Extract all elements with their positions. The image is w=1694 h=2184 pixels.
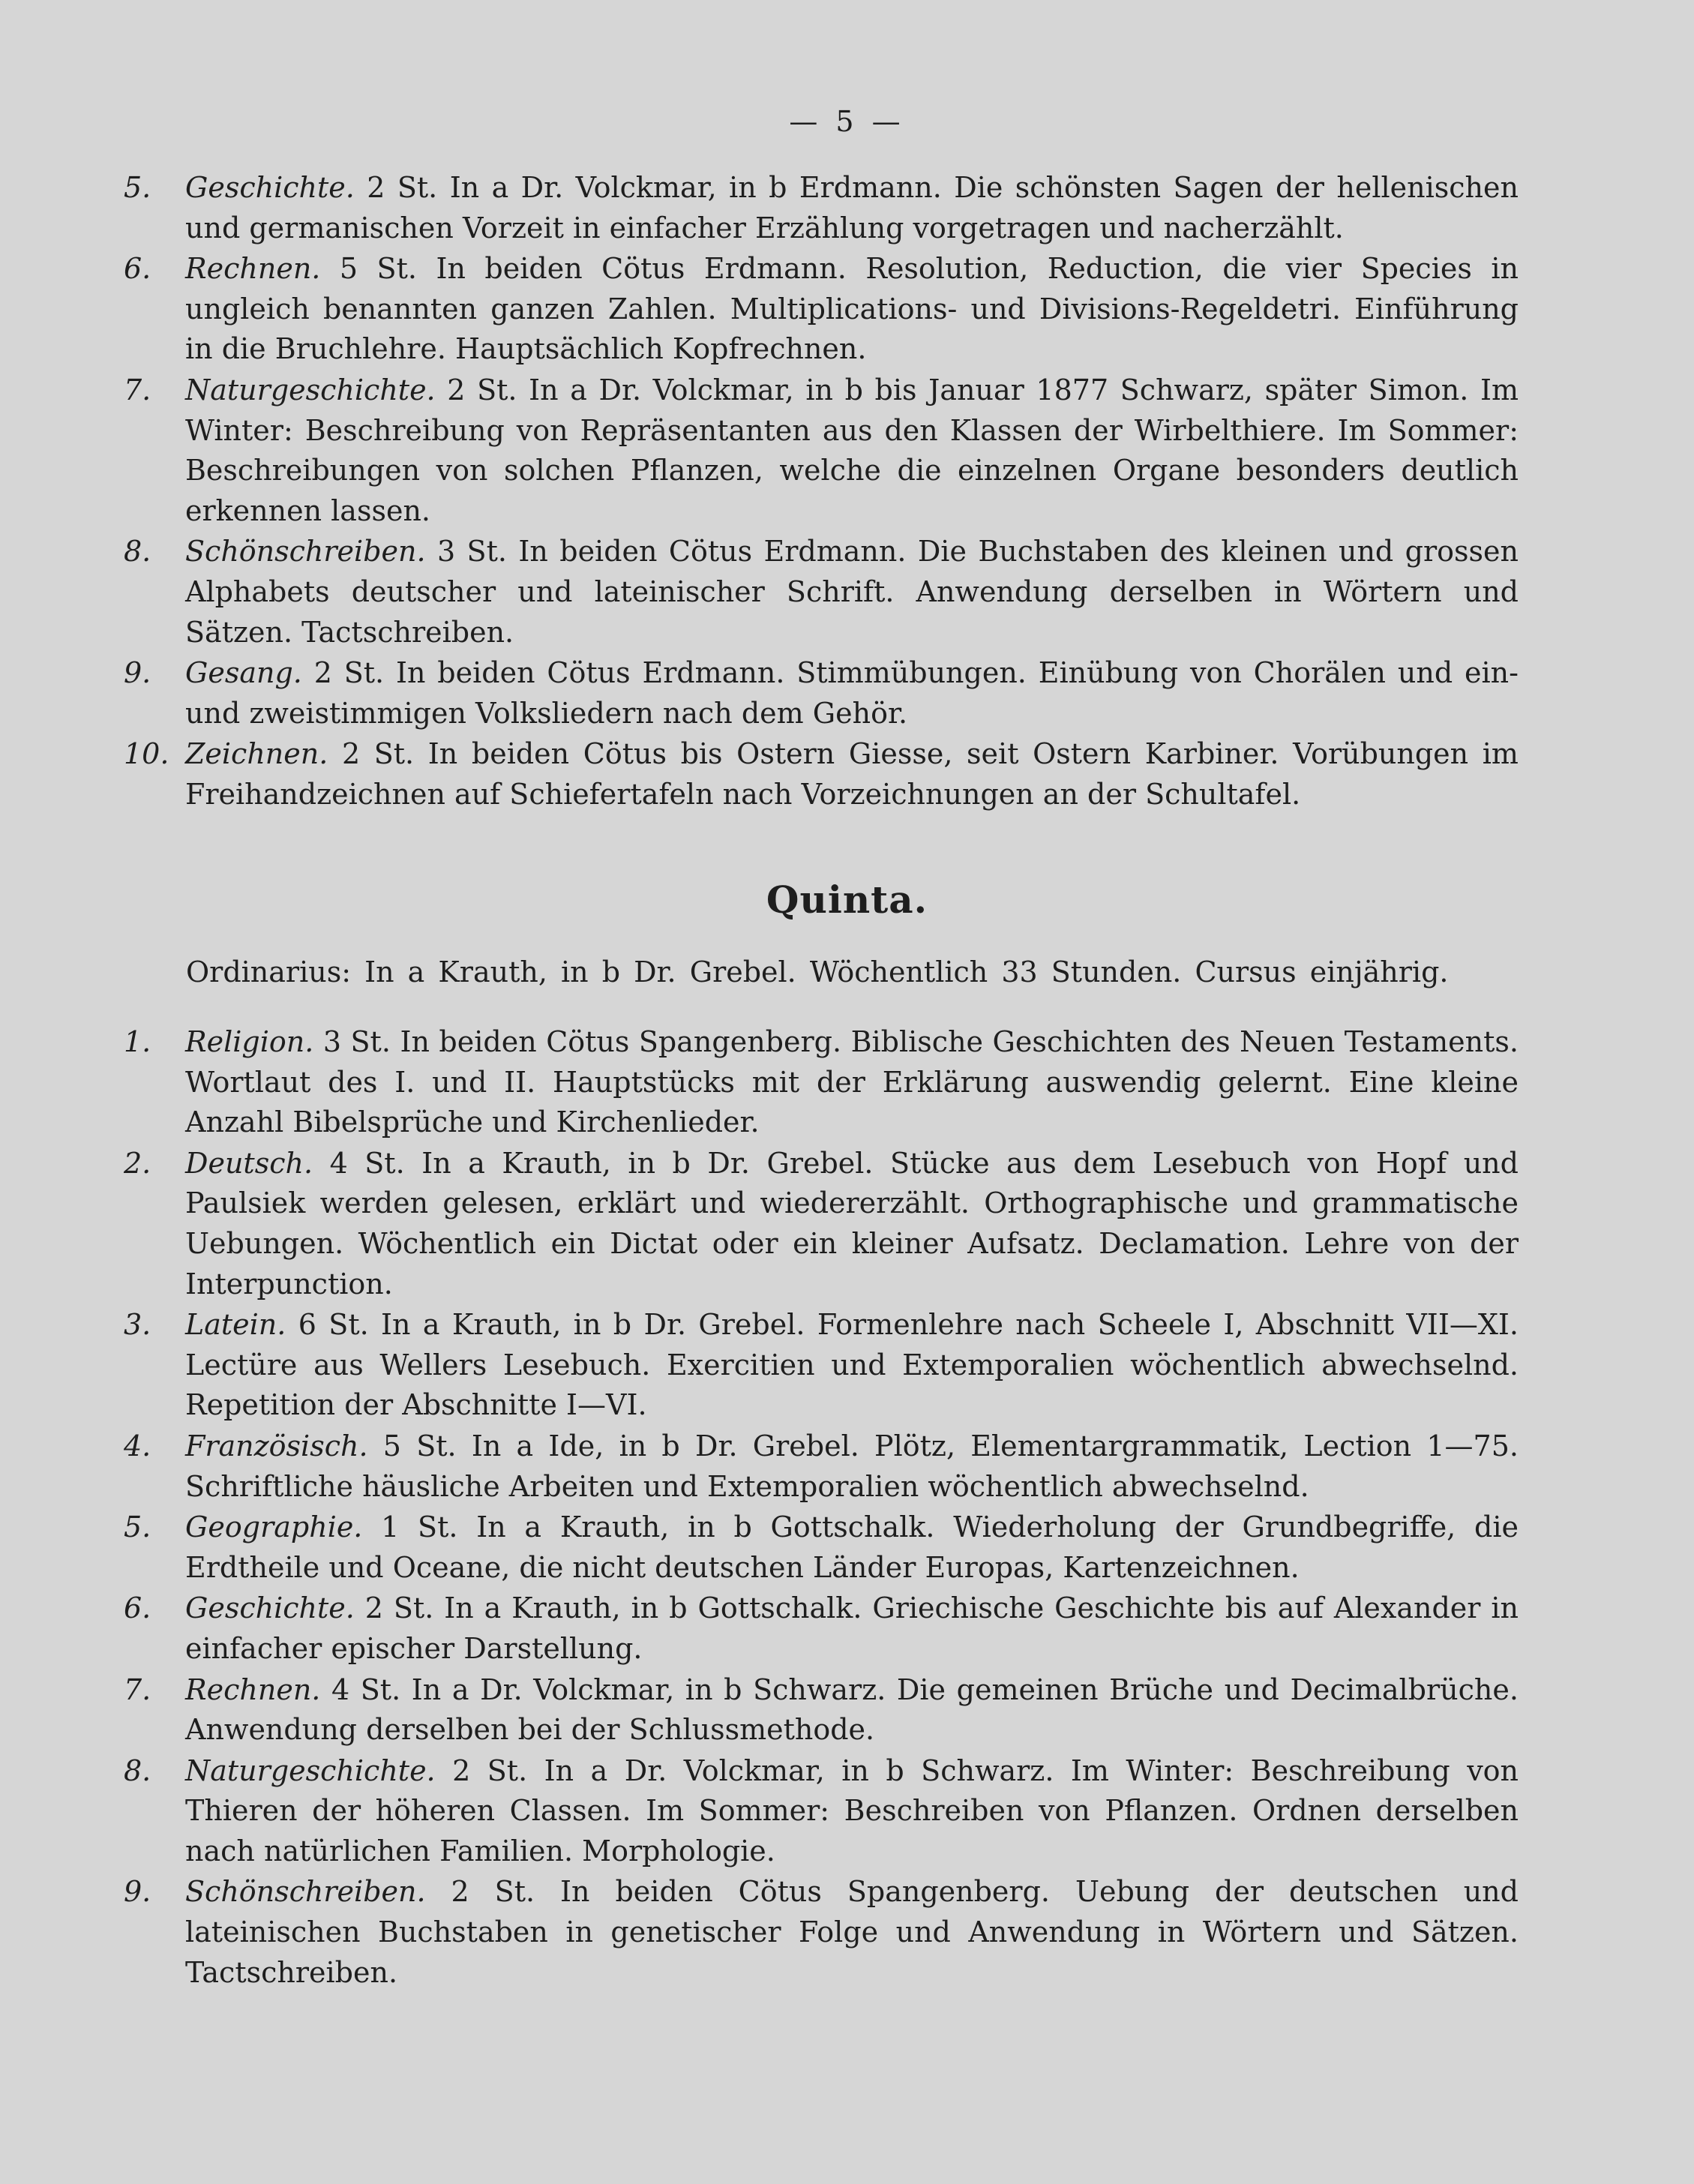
entry-description: Stimmübungen. Einübung von Chorälen und ein- und zweistimmigen Volksliedern nach dem Gehör. <box>185 656 1519 730</box>
subject-entry <box>124 1508 1519 1588</box>
teacher-assignment: In beiden Cötus bis Ostern Giesse, seit Ostern Karbiner. <box>427 737 1279 771</box>
subject-entry <box>124 1144 1519 1304</box>
weekly-hours: 4 St. <box>331 1672 401 1706</box>
teacher-assignment: In a Krauth, in b Gottschalk. <box>444 1592 862 1625</box>
teacher-assignment: In a Krauth, in b Gottschalk. <box>476 1510 935 1544</box>
subject-entry <box>124 1588 1519 1669</box>
subject-entry <box>124 1872 1519 1993</box>
teacher-assignment: In a Dr. Volckmar, in b Erdmann. <box>449 171 942 204</box>
entry-description: Vorübungen im Freihandzeichnen auf Schiefertafeln nach Vorzeichnungen an der Schultafel. <box>185 737 1519 811</box>
entry-description: Die gemeinen Brüche und Decimalbrüche. Anwendung derselben bei der Schlussmethode. <box>185 1672 1519 1747</box>
ordinarius-line: Ordinarius: In a Krauth, in b Dr. Grebel. Wöchentlich 33 Stunden. Cursus einjährig. <box>186 956 1449 988</box>
weekly-hours: 2 St. <box>313 656 385 690</box>
teacher-assignment: In a Ide, in b Dr. Grebel. <box>471 1429 859 1462</box>
weekly-hours: 5 St. <box>339 252 417 286</box>
subject-name: Geschichte. <box>185 171 355 204</box>
entry-description: Plötz, Elementargrammatik, Lection 1—75. Schriftliche häusliche Arbeiten und Extemporalien wöchentlich abwechselnd. <box>185 1429 1519 1503</box>
entry-number: 9. <box>124 656 151 690</box>
page-number: — 5 — <box>789 105 905 138</box>
subject-entry <box>124 370 1519 531</box>
entry-number: 7. <box>124 373 151 406</box>
entry-number: 8. <box>124 535 151 568</box>
entry-number: 3. <box>124 1308 151 1342</box>
entry-number: 4. <box>124 1429 151 1462</box>
entry-number: 6. <box>124 252 151 286</box>
entry-number: 5. <box>124 1510 151 1544</box>
weekly-hours: 2 St. <box>452 1754 528 1787</box>
weekly-hours: 2 St. <box>367 171 438 204</box>
subject-entry <box>124 1426 1519 1507</box>
subject-name: Geographie. <box>185 1510 363 1544</box>
entry-number: 10. <box>124 737 169 771</box>
teacher-assignment: In beiden Cötus Spangenberg. <box>560 1875 1050 1909</box>
subject-name: Zeichnen. <box>185 737 328 771</box>
teacher-assignment: In a Krauth, in b Dr. Grebel. <box>421 1146 874 1180</box>
subject-entry <box>124 1751 1519 1872</box>
weekly-hours: 2 St. <box>447 373 517 406</box>
subject-name: Latein. <box>185 1308 286 1342</box>
teacher-assignment: In beiden Cötus Erdmann. <box>518 535 907 568</box>
subject-name: Schönschreiben. <box>185 535 426 568</box>
entry-description: Die Buchstaben des kleinen und grossen Alphabets deutscher und lateinischer Schrift. Anwendung derselben in Wörtern und Sätzen. Tactschreiben. <box>185 535 1519 649</box>
entry-description: Uebung der deutschen und lateinischen Buchstaben in genetischer Folge und Anwendung in Wörtern und Sätzen. Tactschreiben. <box>185 1875 1519 1989</box>
teacher-assignment: In beiden Cötus Erdmann. <box>436 252 847 286</box>
teacher-assignment: In a Krauth, in b Dr. Grebel. <box>381 1308 805 1342</box>
entry-description: Stücke aus dem Lesebuch von Hopf und Paulsiek werden gelesen, erklärt und wiedererzählt. Orthographische und grammatische Uebungen. Wöchentlich ein Dictat oder ein kleiner Aufsatz. Declamation. Lehre von der Interpunction. <box>185 1146 1519 1300</box>
subject-entry <box>124 532 1519 652</box>
weekly-hours: 2 St. <box>451 1875 535 1909</box>
weekly-hours: 2 St. <box>341 737 415 771</box>
weekly-hours: 3 St. <box>322 1025 391 1058</box>
weekly-hours: 6 St. <box>298 1308 369 1342</box>
entry-number: 1. <box>124 1025 151 1058</box>
subject-entry <box>124 1305 1519 1426</box>
teacher-assignment: In a Dr. Volckmar, in b Schwarz. <box>411 1672 886 1706</box>
weekly-hours: 4 St. <box>329 1146 405 1180</box>
subject-name: Rechnen. <box>185 1672 321 1706</box>
entry-description: Wiederholung der Grundbegriffe, die Erdtheile und Oceane, die nicht deutschen Länder Europas, Kartenzeichnen. <box>185 1510 1519 1584</box>
entry-number: 7. <box>124 1672 151 1706</box>
entry-description: Formenlehre nach Scheele I, Abschnitt VII—XI. Lectüre aus Wellers Lesebuch. Exercitien und Extemporalien wöchentlich abwechselnd. Repetition der Abschnitte I—VI. <box>185 1308 1519 1422</box>
entry-description: Im Winter: Beschreibung von Repräsentanten aus den Klassen der Wirbelthiere. Im Sommer: Beschreibungen von solchen Pflanzen, welche die einzelnen Organe besonders deutlich erkennen lassen. <box>185 373 1519 527</box>
subject-name: Deutsch. <box>185 1146 313 1180</box>
teacher-assignment: In a Dr. Volckmar, in b Schwarz. <box>544 1754 1054 1787</box>
entry-description: Griechische Geschichte bis auf Alexander in einfacher epischer Darstellung. <box>185 1592 1519 1665</box>
subject-name: Französisch. <box>185 1429 368 1462</box>
entry-number: 8. <box>124 1754 151 1787</box>
weekly-hours: 5 St. <box>382 1429 457 1462</box>
entry-number: 2. <box>124 1146 151 1180</box>
entry-description: Biblische Geschichten des Neuen Testaments. Wortlaut des I. und II. Hauptstücks mit der Erklärung auswendig gelernt. Eine kleine Anzahl Bibelsprüche und Kirchenlieder. <box>185 1025 1519 1139</box>
entry-description: Die schönsten Sagen der hellenischen und germanischen Vorzeit in einfacher Erzählung vorgetragen und nacherzählt. <box>185 171 1519 244</box>
subject-name: Naturgeschichte. <box>185 1754 436 1787</box>
subject-name: Geschichte. <box>185 1592 355 1625</box>
entry-number: 5. <box>124 171 151 204</box>
entry-description: Im Winter: Beschreibung von Thieren der höheren Classen. Im Sommer: Beschreiben von Pflanzen. Ordnen derselben nach natürlichen Familien. Morphologie. <box>185 1754 1519 1868</box>
subject-name: Rechnen. <box>185 252 321 286</box>
sexta-subject-list <box>124 168 1519 816</box>
subject-entry <box>124 1022 1519 1143</box>
subject-name: Religion. <box>185 1025 314 1058</box>
weekly-hours: 3 St. <box>436 535 507 568</box>
teacher-assignment: In beiden Cötus Spangenberg. <box>400 1025 842 1058</box>
teacher-assignment: In beiden Cötus Erdmann. <box>395 656 785 690</box>
subject-name: Gesang. <box>185 656 302 690</box>
section-heading-quinta: Quinta. <box>766 878 928 922</box>
weekly-hours: 2 St. <box>364 1592 434 1625</box>
subject-entry <box>124 653 1519 734</box>
weekly-hours: 1 St. <box>381 1510 458 1544</box>
subject-entry <box>124 168 1519 248</box>
subject-entry <box>124 734 1519 814</box>
subject-name: Schönschreiben. <box>185 1875 426 1909</box>
subject-entry <box>124 249 1519 370</box>
quinta-subject-list <box>124 1022 1519 1994</box>
entry-description: Resolution, Reduction, die vier Species in ungleich benannten ganzen Zahlen. Multiplications- und Divisions-Regeldetri. Einführung in die Bruchlehre. Hauptsächlich Kopfrechnen. <box>185 252 1519 366</box>
subject-name: Naturgeschichte. <box>185 373 436 406</box>
subject-entry <box>124 1670 1519 1750</box>
entry-number: 6. <box>124 1592 151 1625</box>
entry-number: 9. <box>124 1875 151 1909</box>
teacher-assignment: In a Dr. Volckmar, in b bis Januar 1877 Schwarz, später Simon. <box>529 373 1469 406</box>
